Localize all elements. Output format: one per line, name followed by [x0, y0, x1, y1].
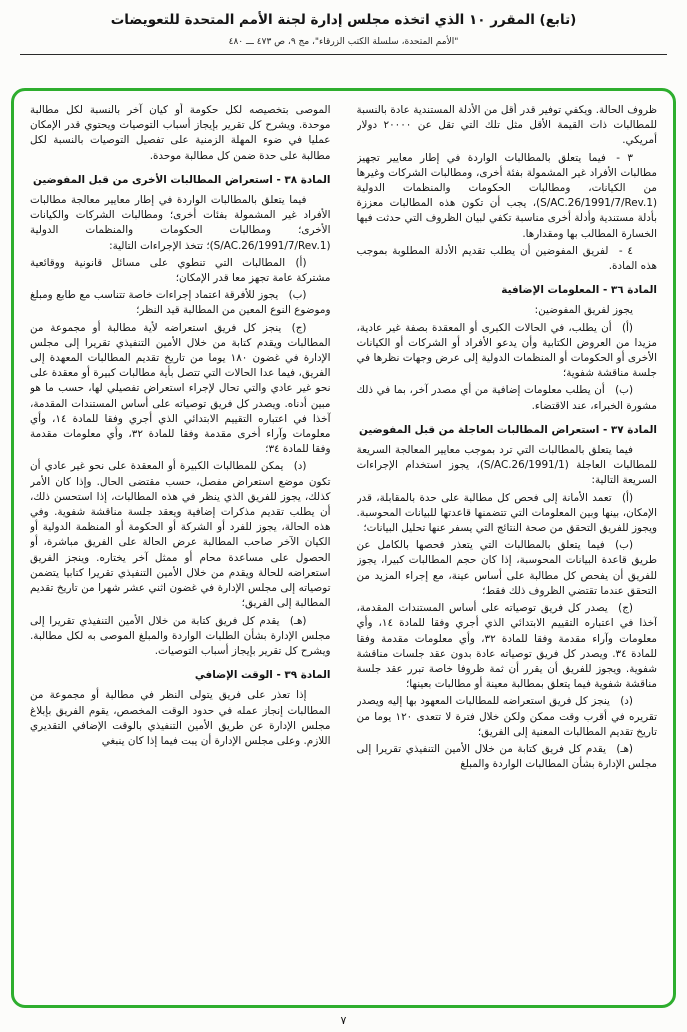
page-number: ٧ [340, 1014, 347, 1027]
paragraph: (أ) أن يطلب، في الحالات الكبرى أو المعقدة بصفة غير عادية، مزيدا من العروض الكتابية وأن يدعو الأفراد أو الشركات أو الكيانات الأخرى أو الحكومات أو المنظمات الدولية إلى عرض وجهات نظرها في جلسة مناقشة شفوية؛ [356, 321, 657, 380]
article-heading: المادة ٣٩ - الوقت الإضافي [194, 669, 331, 682]
document-frame [11, 88, 676, 1008]
paragraph: (ب) فيما يتعلق بالمطالبات التي يتعذر فحصها بالكامل عن طريق قاعدة البيانات المحوسبة، إذا كان حجم المطالبات كبيرا، يجوز للفريق أن يفحص كل مطالبة على أساس عينة، مع إجراء المزيد من التحقق عندما تقتضي الظروف ذلك فقط؛ [356, 539, 657, 597]
paragraph: (هـ) يقدم كل فريق كتابة من خلال الأمين التنفيذي تقريرا إلى مجلس الإدارة بشأن المطالبات الواردة والمبلغ [356, 742, 657, 771]
header-divider [20, 54, 667, 55]
paragraph: (ب) يجوز للأفرقة اعتماد إجراءات خاصة تتناسب مع طابع ومبلغ وموضوع النوع المعين من المطالبة قيد النظر؛ [30, 289, 331, 317]
text-columns [30, 103, 657, 993]
article-heading: المادة ٣٦ - المعلومات الإضافية [501, 284, 657, 297]
column-right [357, 103, 658, 993]
column-left [30, 103, 331, 993]
paragraph: (أ) تعمد الأمانة إلى فحص كل مطالبة على حدة بالمقابلة، قدر الإمكان، بينها وبين المعلومات التي تتضمنها قاعدتها للبيانات المحوسبة. ويجوز للفريق التحقق من صحة النتائج التي يسفر عنها تحليل البيانات؛ [356, 491, 657, 535]
paragraph: (ب) أن يطلب معلومات إضافية من أي مصدر آخر، بما في ذلك مشورة الخبراء، عند الاقتضاء. [356, 384, 657, 412]
page-header [14, 12, 673, 55]
paragraph: إذا تعذر على فريق يتولى النظر في مطالبة أو مجموعة من المطالبات إنجاز عمله في حدود الوقت المخصص، يقوم الفريق بإبلاغ مجلس الإدارة عن طريق الأمين التنفيذي بالوقت الإضافي التقديري اللازم. وعلى مجلس الإدارة أن يبت فيما إذا كان ينبغي [30, 689, 331, 747]
paragraph: ظروف الحالة. ويكفي توفير قدر أقل من الأدلة المستندية عادة بالنسبة للمطالبات ذات القيمة الأقل مثل تلك التي تقل عن ٢٠٠٠٠ دولار أمريكي. [356, 104, 657, 147]
document-subtitle: "الأمم المتحدة، سلسلة الكتب الزرقاء"، مج ٩، ص ٤٧٣ ـــ ٤٨٠ [228, 36, 459, 47]
paragraph: (د) يمكن للمطالبات الكبيرة أو المعقدة على نحو غير عادي أن تكون موضع استعراض مفصل، حسب مقتضى الحال. وإذا كان الأمر كذلك، يجوز للفريق الذي ينظر في هذه المطالبات، إذا استحسن ذلك، أن يطلب تقديم مذكرات إضافية ويعقد جلسة مناقشة شفوية. وفي هذه الحالة، يجوز للفرد أو الشركة أو الحكومة أو المنظمة الدولية أو الكيان الآخر صاحب المطالبة عرض الحالة على الفريق مباشرة، أو الحصول على مساعدة محام أو ممثل آخر يختاره. وينجز الفريق استعراضه للحالة ويقدم من خلال الأمين التنفيذي تقريرا كتابيا يتضمن توصياته إلى مجلس الإدارة في غضون اثني عشر شهرا من تاريخ تقديم المطالبة إلى الفريق؛ [30, 460, 331, 610]
paragraph: (أ) المطالبات التي تنطوي على مسائل قانونية ووقائعية مشتركة عامة تجهز معا قدر الإمكان؛ [30, 256, 331, 285]
paragraph: ٤ - لفريق المفوضين أن يطلب تقديم الأدلة المطلوبة بموجب هذه المادة. [356, 244, 657, 273]
paragraph: (د) ينجز كل فريق استعراضه للمطالبات المعهود بها إليه ويصدر تقريره في أقرب وقت ممكن ولكن خلال فترة لا تتعدى ١٢٠ يوما من تاريخ تقديم المطالبات المعنية إلى الفريق؛ [356, 695, 657, 738]
paragraph: (هـ) يقدم كل فريق كتابة من خلال الأمين التنفيذي تقريرا إلى مجلس الإدارة بشأن الطلبات الواردة والمبلغ الموصى به لكل مطالبة. ويشرح كل تقرير بإيجاز أسباب التوصيات. [30, 614, 331, 657]
paragraph: فيما يتعلق بالمطالبات الواردة في إطار معايير معالجة مطالبات الأفراد غير المشمولة بفئات أخرى؛ ومطالبات الشركات والكيانات الأخرى؛ ومطالبات الحكومات والمنظمات الدولية (S/AC.26/1991/7/Rev.1)؛ تتخذ الإجراءات التالية: [30, 194, 331, 252]
paragraph: ٣ - فيما يتعلق بالمطالبات الواردة في إطار معايير تجهيز مطالبات الأفراد غير المشمولة بفئة أخرى، ومطالبات الشركات وغيرها من الكيانات، ومطالبات الحكومات والمنظمات الدولية (S/AC.26/1991/7/Rev.1)، يجب أن تكون هذه المطالبات معززة بأدلة مستندية وأدلة أخرى مناسبة تكفي لبيان الظروف التي حدثت فيها الخسارة المطالب بها ومقدارها. [356, 151, 657, 240]
paragraph: فيما يتعلق بالمطالبات التي ترد بموجب معايير المعالجة السريعة للمطالبات العاجلة (S/AC.26/1991/1)، يجوز استخدام الإجراءات السريعة التالية: [356, 444, 657, 487]
document-title: (تابع) المقرر ١٠ الذي اتخذه مجلس إدارة لجنة الأمم المتحدة للتعويضات [110, 12, 577, 28]
paragraph: (ج) يصدر كل فريق توصياته على أساس المستندات المقدمة، آخذا في اعتباره التقييم الابتدائي الذي أجري وفقا للمادة ١٤، وأي معلومات وآراء مقدمة وفقا للمادة ٣٢، وأي معلومات مقدمة وفقا للمادة ٣٤. ويصدر كل فريق توصياته عادة بدون عقد جلسات مناقشة شفوية. ويجوز للفريق أن يقرر أن ثمة ظروفا خاصة تبرر عقد جلسة مناقشة شفوية فيما يتعلق بمطالبة معينة أو مطالبات بعينها؛ [356, 602, 657, 691]
paragraph: يجوز لفريق المفوضين: [534, 304, 633, 317]
paragraph: (ج) ينجز كل فريق استعراضه لأية مطالبة أو مجموعة من المطالبات ويقدم كتابة من خلال الأمين التنفيذي تقريرا إلى مجلس الإدارة في غضون ١٨٠ يوما من تاريخ تقديم المطالبات المعهدة إلى الفريق، فيما عدا الحالات التي تتصل بأية مطالبات كبيرة أو معقدة على نحو غير عادي والتي تحال لإجراء استعراض تفصيلي لها، حسب ما هو مبين أدناه. ويصدر كل فريق توصياته على أساس المستندات المقدمة، آخذا في اعتباره التقييم الابتدائي الذي أجري وفقا للمادة ١٤، وأي معلومات وآراء أخرى مقدمة وفقا للمادة ٣٢، وأي معلومات مقدمة وفقا للمادة ٣٤؛ [30, 321, 331, 456]
paragraph: الموصى بتخصيصه لكل حكومة أو كيان آخر بالنسبة لكل مطالبة موحدة. ويشرح كل تقرير بإيجاز أسباب التوصيات ويحتوي قدر الإمكان عمليا في ضوء المهلة الزمنية على تفصيل التوصيات بالنسبة لكل مطالبة على حدة ضمن كل مطالبة موحدة. [30, 104, 331, 162]
article-heading: المادة ٣٨ - استعراض المطالبات الأخرى من قبل المفوضين [32, 173, 331, 186]
article-heading: المادة ٣٧ - استعراض المطالبات العاجلة من قبل المفوضين [359, 423, 657, 436]
